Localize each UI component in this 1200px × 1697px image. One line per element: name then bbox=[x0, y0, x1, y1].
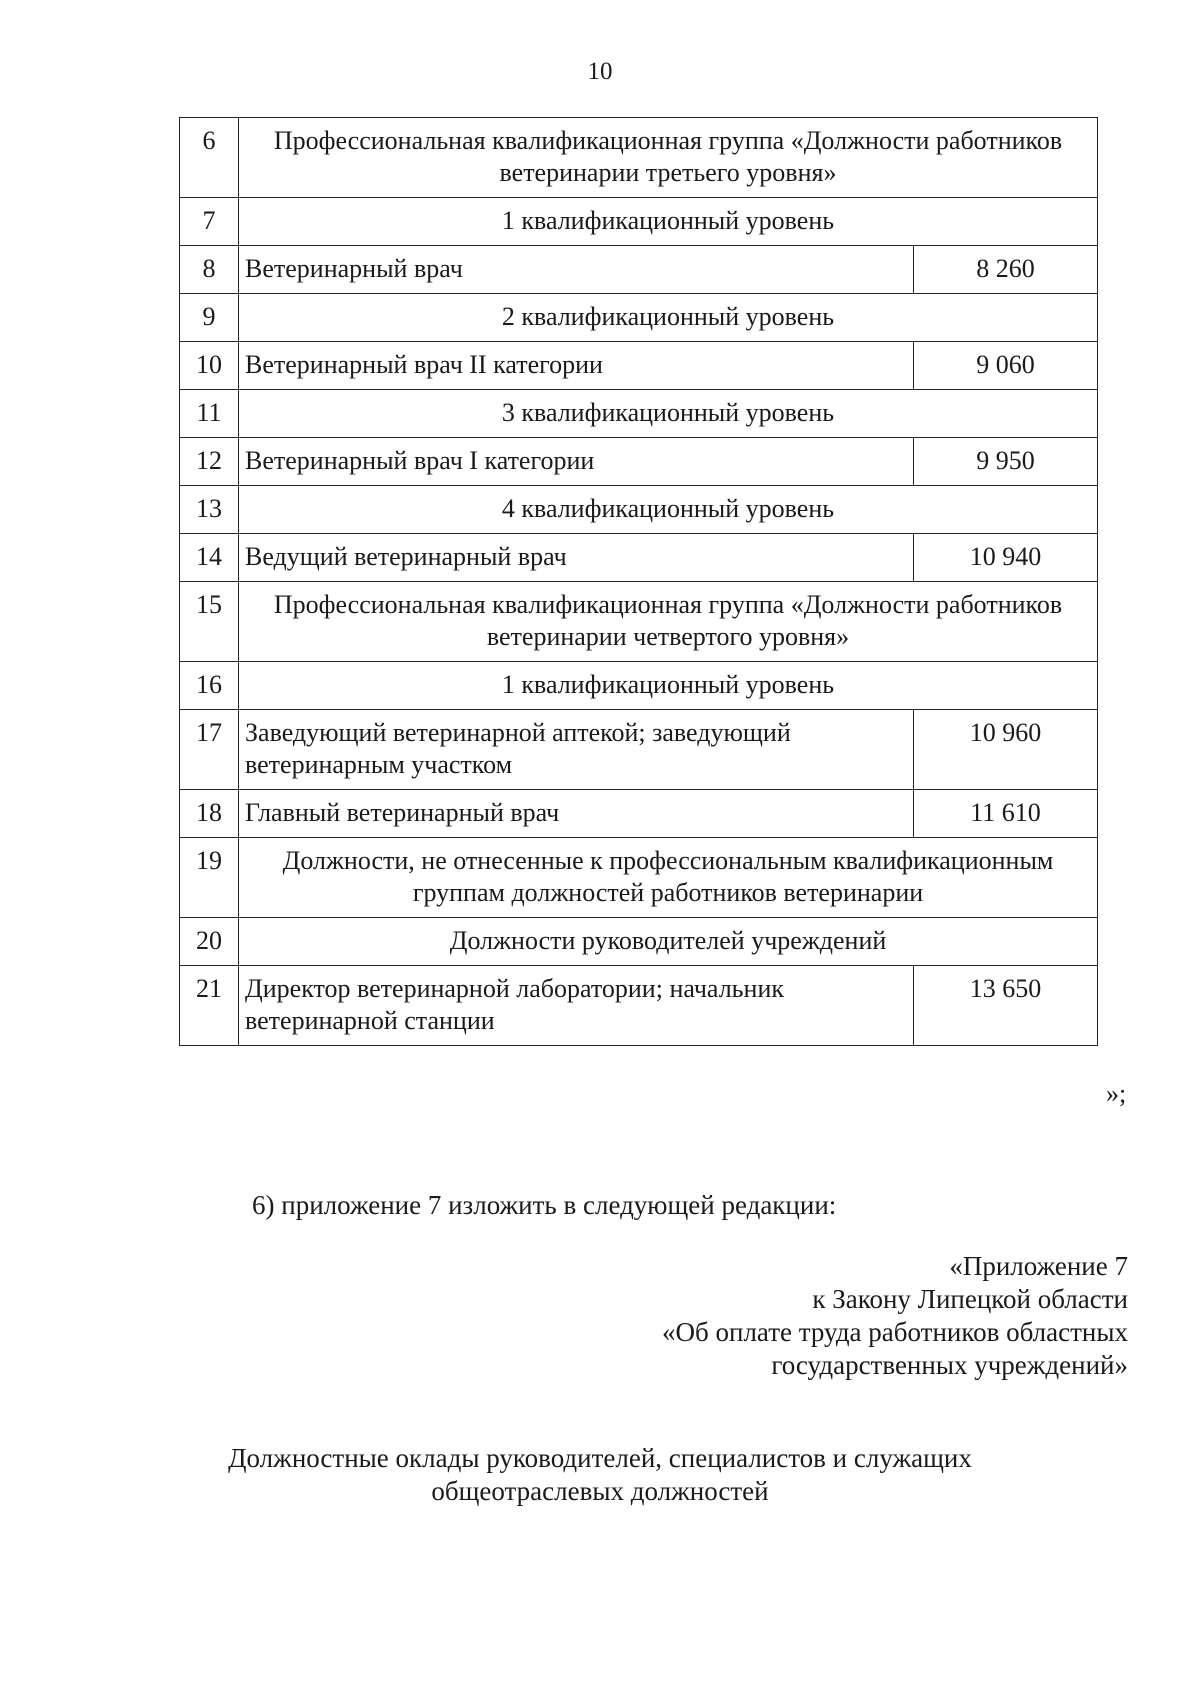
salary-amount-cell: 13 650 bbox=[914, 966, 1098, 1046]
row-number: 21 bbox=[180, 966, 239, 1046]
row-number: 10 bbox=[180, 342, 239, 390]
row-number: 6 bbox=[180, 118, 239, 198]
table-row bbox=[180, 582, 1098, 662]
heading-line: общеотраслевых должностей bbox=[431, 1476, 769, 1506]
group-heading-cell: Профессиональная квалификационная группа «Должности работников ветеринарии третьего уровня» bbox=[239, 118, 1098, 198]
appendix-reference bbox=[662, 1250, 1128, 1382]
appendix-line: «Приложение 7 bbox=[949, 1251, 1128, 1281]
table-row bbox=[180, 534, 1098, 582]
row-number: 18 bbox=[180, 790, 239, 838]
row-number: 15 bbox=[180, 582, 239, 662]
table-row bbox=[180, 662, 1098, 710]
group-heading-cell: 4 квалификационный уровень bbox=[239, 486, 1098, 534]
appendix-line: «Об оплате труда работников областных bbox=[662, 1317, 1128, 1347]
closing-quote: »; bbox=[1106, 1079, 1127, 1108]
position-name-cell: Ветеринарный врач II категории bbox=[239, 342, 914, 390]
group-heading-cell: Должности руководителей учреждений bbox=[239, 918, 1098, 966]
row-number: 14 bbox=[180, 534, 239, 582]
table-body bbox=[180, 118, 1098, 1046]
table-row bbox=[180, 294, 1098, 342]
appendix-line: государственных учреждений» bbox=[771, 1350, 1128, 1380]
salary-amount-cell: 11 610 bbox=[914, 790, 1098, 838]
salary-amount-cell: 9 060 bbox=[914, 342, 1098, 390]
row-number: 16 bbox=[180, 662, 239, 710]
position-name-cell: Ветеринарный врач bbox=[239, 246, 914, 294]
table-row bbox=[180, 246, 1098, 294]
table-row bbox=[180, 790, 1098, 838]
position-name-cell: Ветеринарный врач I категории bbox=[239, 438, 914, 486]
row-number: 8 bbox=[180, 246, 239, 294]
position-name-cell: Ведущий ветеринарный врач bbox=[239, 534, 914, 582]
table-row bbox=[180, 838, 1098, 918]
position-name-cell: Директор ветеринарной лаборатории; начальник ветеринарной станции bbox=[239, 966, 914, 1046]
group-heading-cell: 1 квалификационный уровень bbox=[239, 662, 1098, 710]
heading-line: Должностные оклады руководителей, специалистов и служащих bbox=[228, 1443, 972, 1473]
salary-table bbox=[179, 117, 1098, 1046]
row-number: 12 bbox=[180, 438, 239, 486]
table-row bbox=[180, 198, 1098, 246]
row-number: 7 bbox=[180, 198, 239, 246]
salary-amount-cell: 10 960 bbox=[914, 710, 1098, 790]
table-row bbox=[180, 390, 1098, 438]
table-row bbox=[180, 342, 1098, 390]
section-heading bbox=[0, 1442, 1200, 1508]
group-heading-cell: Профессиональная квалификационная группа «Должности работников ветеринарии четвертого уровня» bbox=[239, 582, 1098, 662]
table-row bbox=[180, 710, 1098, 790]
page-number: 10 bbox=[587, 58, 613, 85]
group-heading-cell: 2 квалификационный уровень bbox=[239, 294, 1098, 342]
table-row bbox=[180, 118, 1098, 198]
table-row bbox=[180, 918, 1098, 966]
salary-amount-cell: 8 260 bbox=[914, 246, 1098, 294]
row-number: 13 bbox=[180, 486, 239, 534]
position-name-cell: Главный ветеринарный врач bbox=[239, 790, 914, 838]
amendment-paragraph: 6) приложение 7 изложить в следующей редакции: bbox=[252, 1190, 837, 1220]
group-heading-cell: 3 квалификационный уровень bbox=[239, 390, 1098, 438]
row-number: 11 bbox=[180, 390, 239, 438]
table-row bbox=[180, 966, 1098, 1046]
row-number: 9 bbox=[180, 294, 239, 342]
salary-amount-cell: 10 940 bbox=[914, 534, 1098, 582]
position-name-cell: Заведующий ветеринарной аптекой; заведующий ветеринарным участком bbox=[239, 710, 914, 790]
table-row bbox=[180, 438, 1098, 486]
row-number: 17 bbox=[180, 710, 239, 790]
group-heading-cell: Должности, не отнесенные к профессиональным квалификационным группам должностей работников ветеринарии bbox=[239, 838, 1098, 918]
row-number: 20 bbox=[180, 918, 239, 966]
table-row bbox=[180, 486, 1098, 534]
group-heading-cell: 1 квалификационный уровень bbox=[239, 198, 1098, 246]
row-number: 19 bbox=[180, 838, 239, 918]
salary-amount-cell: 9 950 bbox=[914, 438, 1098, 486]
appendix-line: к Закону Липецкой области bbox=[812, 1284, 1128, 1314]
